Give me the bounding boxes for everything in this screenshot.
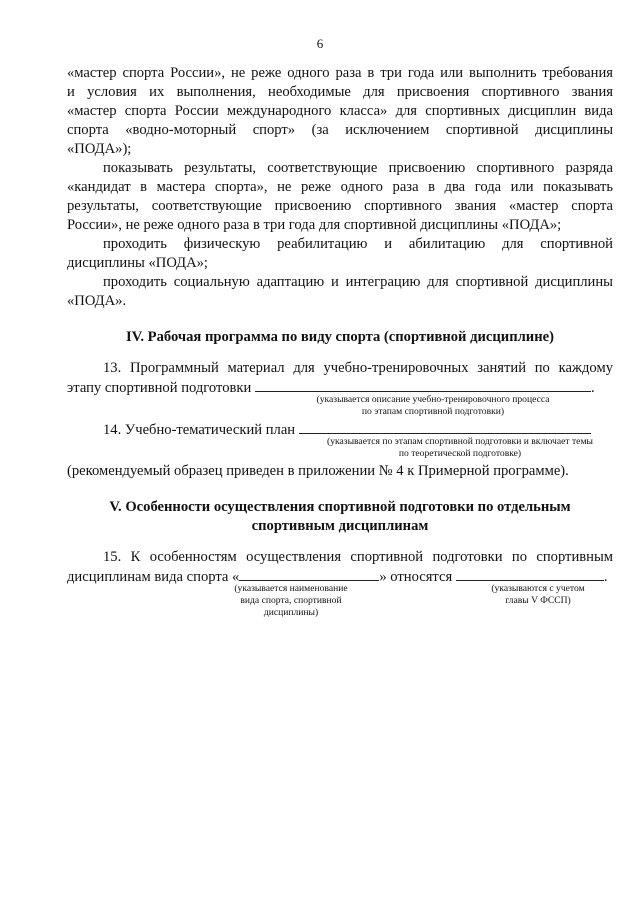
item-15-note-right-2: главы V ФССП) [505, 595, 571, 606]
rehab-line-2: дисциплины «ПОДА»; [67, 255, 208, 271]
intro-line-1: «мастер спорта России», не реже одного раза в три года или выполнить требования [67, 65, 613, 81]
item-14-continuation: (рекомендуемый образец приведен в приложении № 4 к Примерной программе). [67, 463, 569, 479]
item-15-note-left-1: (указывается наименование [234, 583, 348, 594]
results-line-4: России», не реже одного раза в три года для спортивной дисциплины «ПОДА»; [67, 217, 562, 233]
item-14-note-2: по теоретической подготовке) [398, 448, 522, 459]
item-13-blank [255, 378, 591, 392]
item-15-end: . [603, 569, 608, 585]
item-13-note-2: по этапам спортивной подготовки) [361, 406, 505, 417]
section-4-heading: IV. Рабочая программа по виду спорта (спортивной дисциплине) [126, 329, 554, 345]
results-line-2: «кандидат в мастера спорта», не реже одного раза в два года или показывать [67, 179, 613, 195]
item-14-label: 14. Учебно-тематический план [103, 422, 296, 438]
item-15-mid: » относятся [379, 569, 453, 585]
social-line-2: «ПОДА». [67, 293, 127, 309]
results-line-1: показывать результаты, соответствующие присвоению спортивного разряда [103, 160, 613, 176]
item-13-end: . [590, 380, 595, 396]
item-15-prefix: дисциплинам вида спорта « [67, 569, 240, 585]
item-15-features-blank [456, 567, 604, 581]
section-5-heading-line-2: спортивным дисциплинам [251, 518, 429, 534]
item-13-line-1: 13. Программный материал для учебно-тренировочных занятий по каждому [103, 360, 613, 376]
rehab-line-1: проходить физическую реабилитацию и абилитацию для спортивной [103, 236, 613, 252]
intro-line-3: «мастер спорта России международного класса» для спортивных дисциплин вида [67, 103, 613, 119]
item-13-note-1: (указывается описание учебно-тренировочного процесса [316, 394, 550, 405]
item-14-note-1: (указывается по этапам спортивной подготовки и включает темы [327, 436, 593, 447]
item-15-note-left-2: вида спорта, спортивной [240, 595, 342, 606]
item-15-sport-blank [239, 567, 379, 581]
intro-line-4: спорта «водно-моторный спорт» (за исключением спортивной дисциплины [67, 122, 613, 138]
intro-line-5: «ПОДА»); [67, 141, 132, 157]
item-15-note-left-3: дисциплины) [263, 607, 319, 618]
item-15-line-1: 15. К особенностям осуществления спортивной подготовки по спортивным [103, 549, 613, 565]
item-13-label: этапу спортивной подготовки [67, 380, 252, 396]
section-5-heading-line-1: V. Особенности осуществления спортивной подготовки по отдельным [109, 499, 571, 515]
social-line-1: проходить социальную адаптацию и интеграцию для спортивной дисциплины [103, 274, 613, 290]
results-line-3: результаты, соответствующие присвоению спортивного звания «мастер спорта [67, 198, 613, 214]
item-14-blank [299, 420, 591, 434]
item-15-note-right-1: (указываются с учетом [491, 583, 585, 594]
page-number: 6 [316, 36, 324, 51]
intro-line-2: и условия их выполнения, необходимые для присвоения спортивного звания [67, 84, 613, 100]
